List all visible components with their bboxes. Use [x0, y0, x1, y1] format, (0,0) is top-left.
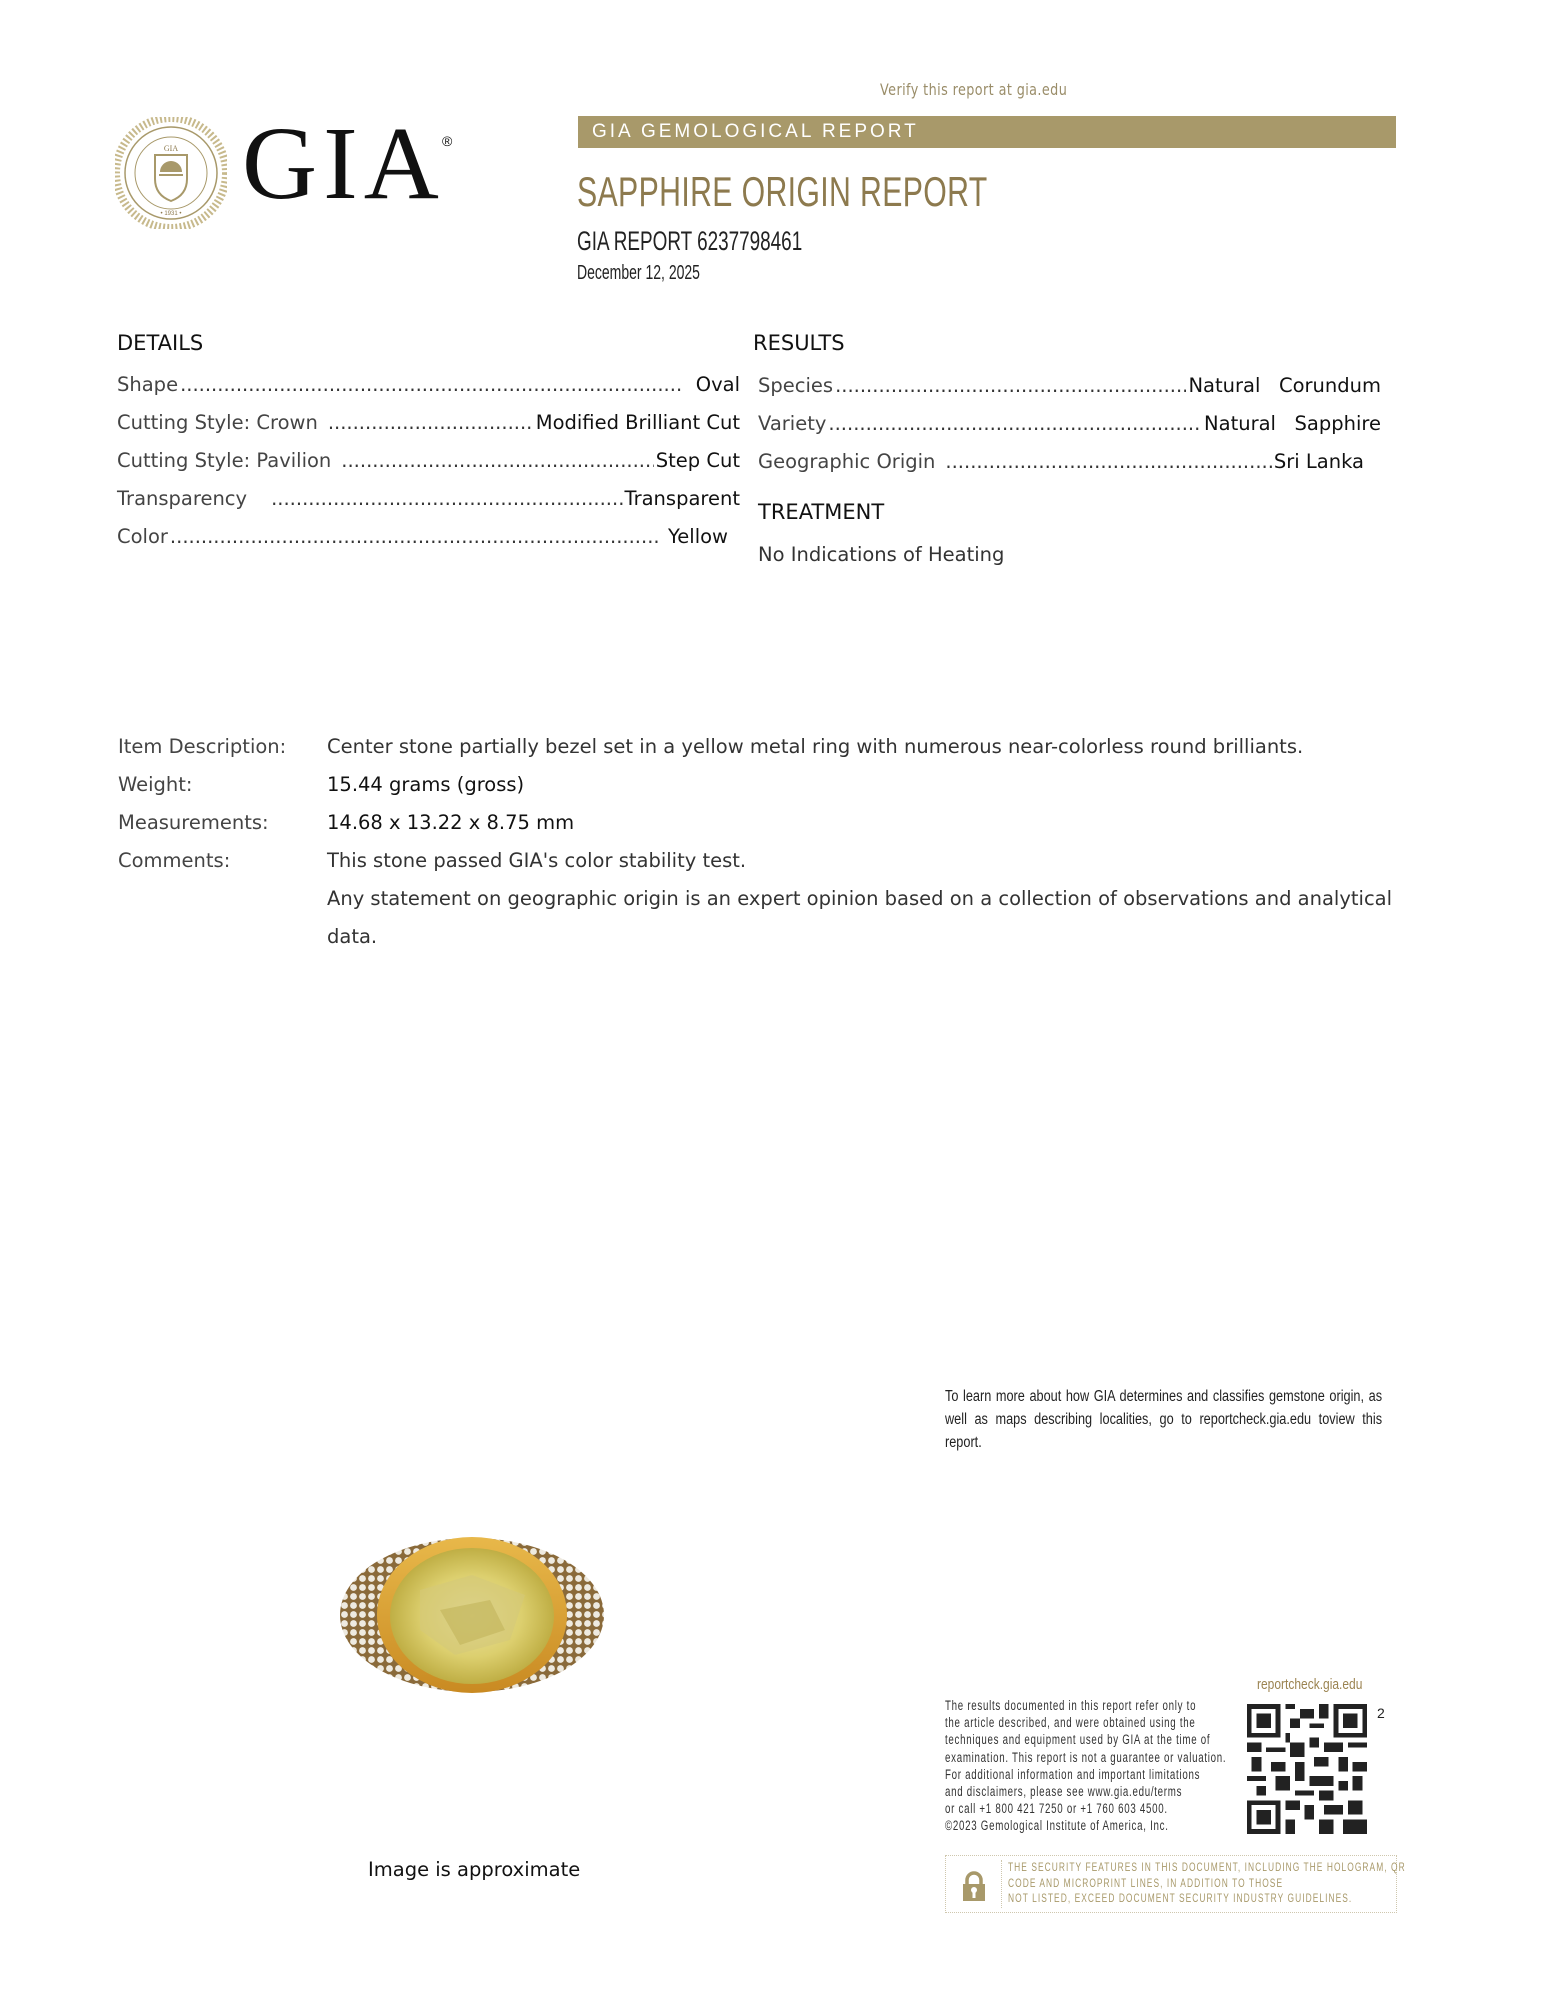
detail-value: Oval: [695, 373, 740, 396]
report-type-label: GIA GEMOLOGICAL REPORT: [592, 121, 919, 142]
disclaimer-line: The results documented in this report refer only to: [945, 1698, 1197, 1713]
item-description-value: Center stone partially bezel set in a yellow metal ring with numerous near-colorless round brilliants.: [327, 735, 1304, 758]
page-number: 2: [1377, 1705, 1385, 1721]
security-text: [1008, 1860, 1406, 1907]
detail-value: Yellow: [667, 525, 728, 548]
report-type-banner: [578, 116, 1396, 148]
learn-more-body: To learn more about how GIA determines and classifies gemstone origin, as well as maps describing localities, go to reportcheck.gia.edu toview this report.: [945, 1388, 1383, 1451]
disclaimer-line: or call +1 800 421 7250 or +1 760 603 4500.: [945, 1801, 1168, 1817]
detail-label: Cutting Style: Crown: [117, 411, 318, 434]
security-line: CODE AND MICROPRINT LINES, IN ADDITION TO THOSE: [1008, 1875, 1284, 1890]
detail-label: Shape: [117, 373, 179, 396]
measurements-value: 14.68 x 13.22 x 8.75 mm: [327, 811, 575, 834]
weight-label: Weight:: [118, 773, 193, 796]
comment-1: This stone passed GIA's color stability test.: [327, 849, 747, 872]
disclaimer-line: and disclaimers, please see www.gia.edu/terms: [945, 1784, 1183, 1800]
measurements-label: Measurements:: [118, 811, 269, 834]
weight-value: 15.44 grams (gross): [327, 773, 525, 796]
security-line: THE SECURITY FEATURES IN THIS DOCUMENT, INCLUDING THE HOLOGRAM, QR: [1008, 1860, 1406, 1874]
detail-row-pavilion: [117, 449, 740, 472]
learn-more-text: [945, 1385, 1382, 1454]
results-heading: RESULTS: [753, 331, 845, 355]
detail-row-shape: [117, 373, 740, 396]
security-line: NOT LISTED, EXCEED DOCUMENT SECURITY INDUSTRY GUIDELINES.: [1008, 1891, 1353, 1905]
security-divider: [1001, 1860, 1002, 1908]
svg-text:• 1931 •: • 1931 •: [160, 211, 182, 217]
svg-text:GIA: GIA: [163, 144, 179, 153]
detail-label: Color: [117, 525, 168, 548]
report-date: December 12, 2025: [577, 262, 700, 284]
detail-value: Step Cut: [655, 449, 740, 472]
comment-3: data.: [327, 925, 378, 948]
item-description-label: Item Description:: [118, 735, 287, 758]
disclaimer-line: the article described, and were obtained using the: [945, 1715, 1196, 1731]
detail-value: Transparent: [624, 487, 740, 510]
disclaimer-line: examination. This report is not a guarantee or valuation.: [945, 1749, 1227, 1765]
detail-row-crown: [117, 411, 740, 434]
details-heading: DETAILS: [117, 331, 204, 355]
result-value: Natural Corundum: [1188, 374, 1381, 397]
verify-link[interactable]: Verify this report at gia.edu: [880, 80, 1068, 99]
result-row-species: [758, 374, 1381, 397]
gia-seal-icon: [115, 117, 227, 229]
disclaimer-line: techniques and equipment used by GIA at the time of: [945, 1732, 1211, 1748]
lock-icon: [961, 1871, 987, 1901]
qr-code-icon[interactable]: [1246, 1704, 1368, 1834]
security-notice: [945, 1855, 1406, 1913]
detail-label: Transparency: [117, 487, 248, 510]
treatment-heading: TREATMENT: [758, 500, 885, 524]
result-label: Geographic Origin: [758, 450, 936, 473]
detail-row-transparency: [117, 487, 740, 510]
detail-value: Modified Brilliant Cut: [535, 411, 740, 434]
report-number: GIA REPORT 6237798461: [577, 226, 803, 256]
registered-mark: ®: [442, 133, 453, 149]
disclaimer-line: ©2023 Gemological Institute of America, Inc.: [945, 1818, 1169, 1834]
detail-row-color: [117, 525, 728, 548]
result-label: Variety: [758, 412, 827, 435]
comment-2: Any statement on geographic origin is an expert opinion based on a collection of observations and analytical: [327, 887, 1393, 910]
result-value: Sri Lanka: [1273, 450, 1364, 473]
result-value: Natural Sapphire: [1204, 412, 1381, 435]
report-title: SAPPHIRE ORIGIN REPORT: [577, 168, 988, 215]
detail-label: Cutting Style: Pavilion: [117, 449, 332, 472]
disclaimer-text: [945, 1697, 1226, 1835]
comments-label: Comments:: [118, 849, 231, 872]
gia-logo-text: GIA: [242, 106, 445, 221]
image-caption: Image is approximate: [368, 1858, 581, 1881]
result-row-origin: [758, 450, 1364, 473]
ring-image: [340, 1520, 605, 1695]
reportcheck-link[interactable]: reportcheck.gia.edu: [1257, 1676, 1363, 1693]
treatment-value: No Indications of Heating: [758, 543, 1005, 566]
result-label: Species: [758, 374, 834, 397]
disclaimer-line: For additional information and important limitations: [945, 1766, 1201, 1782]
result-row-variety: [758, 412, 1381, 435]
